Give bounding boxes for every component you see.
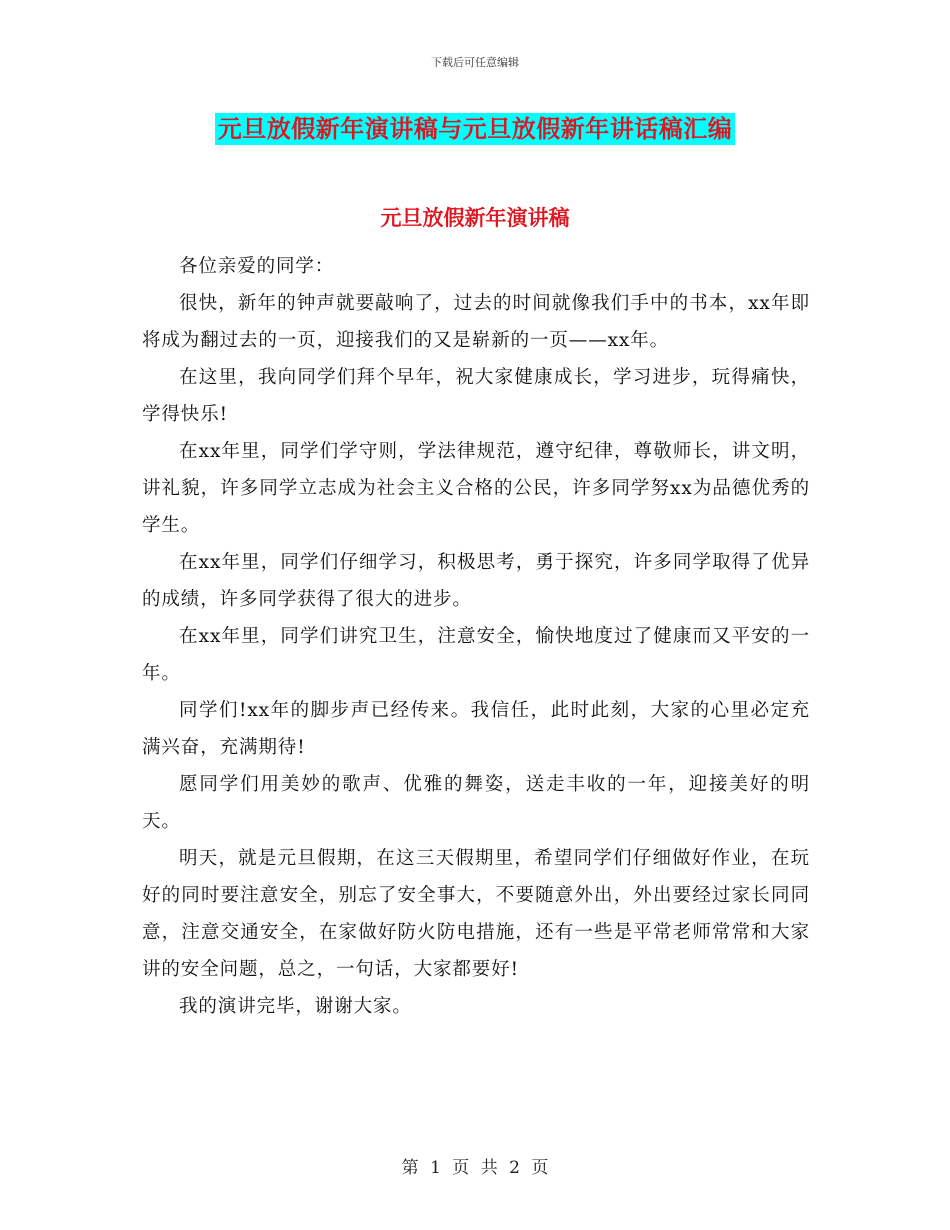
- main-title-container: [0, 113, 950, 145]
- paragraph: 在xx年里，同学们学守则，学法律规范，遵守纪律，尊敬师长，讲文明，讲礼貌，许多同学立志成为社会主义合格的公民，许多同学努xx为品德优秀的学生。: [142, 441, 810, 536]
- paragraph: 在xx年里，同学们讲究卫生，注意安全，愉快地度过了健康而又平安的一年。: [142, 626, 810, 684]
- page-footer: 第 1 页 共 2 页: [401, 1158, 549, 1178]
- paragraph: 明天，就是元旦假期，在这三天假期里，希望同学们仔细做好作业，在玩好的同时要注意安全，别忘了安全事大，不要随意外出，外出要经过家长同同意，注意交通安全，在家做好防火防电措施，还有一些是平常老师常常和大家讲的安全问题，总之，一句话，大家都要好!: [142, 848, 810, 980]
- section-title: 元旦放假新年演讲稿: [380, 206, 570, 230]
- paragraph: 我的演讲完毕，谢谢大家。: [179, 996, 412, 1017]
- paragraph: 同学们!xx年的脚步声已经传来。我信任，此时此刻，大家的心里必定充满兴奋，充满期待!: [142, 700, 810, 758]
- document-body: [142, 248, 810, 1025]
- paragraph: 很快，新年的钟声就要敲响了，过去的时间就像我们手中的书本，xx年即将成为翻过去的一页，迎接我们的又是崭新的一页——xx年。: [142, 293, 810, 351]
- paragraph: 在这里，我向同学们拜个早年，祝大家健康成长，学习进步，玩得痛快，学得快乐!: [142, 367, 810, 425]
- paragraph: 在xx年里，同学们仔细学习，积极思考，勇于探究，许多同学取得了优异的成绩，许多同学获得了很大的进步。: [142, 552, 810, 610]
- header-note: 下载后可任意编辑: [431, 56, 519, 69]
- main-title: 元旦放假新年演讲稿与元旦放假新年讲话稿汇编: [215, 113, 736, 145]
- paragraph: 愿同学们用美妙的歌声、优雅的舞姿，送走丰收的一年，迎接美好的明天。: [142, 774, 810, 832]
- paragraph: 各位亲爱的同学：: [179, 256, 335, 277]
